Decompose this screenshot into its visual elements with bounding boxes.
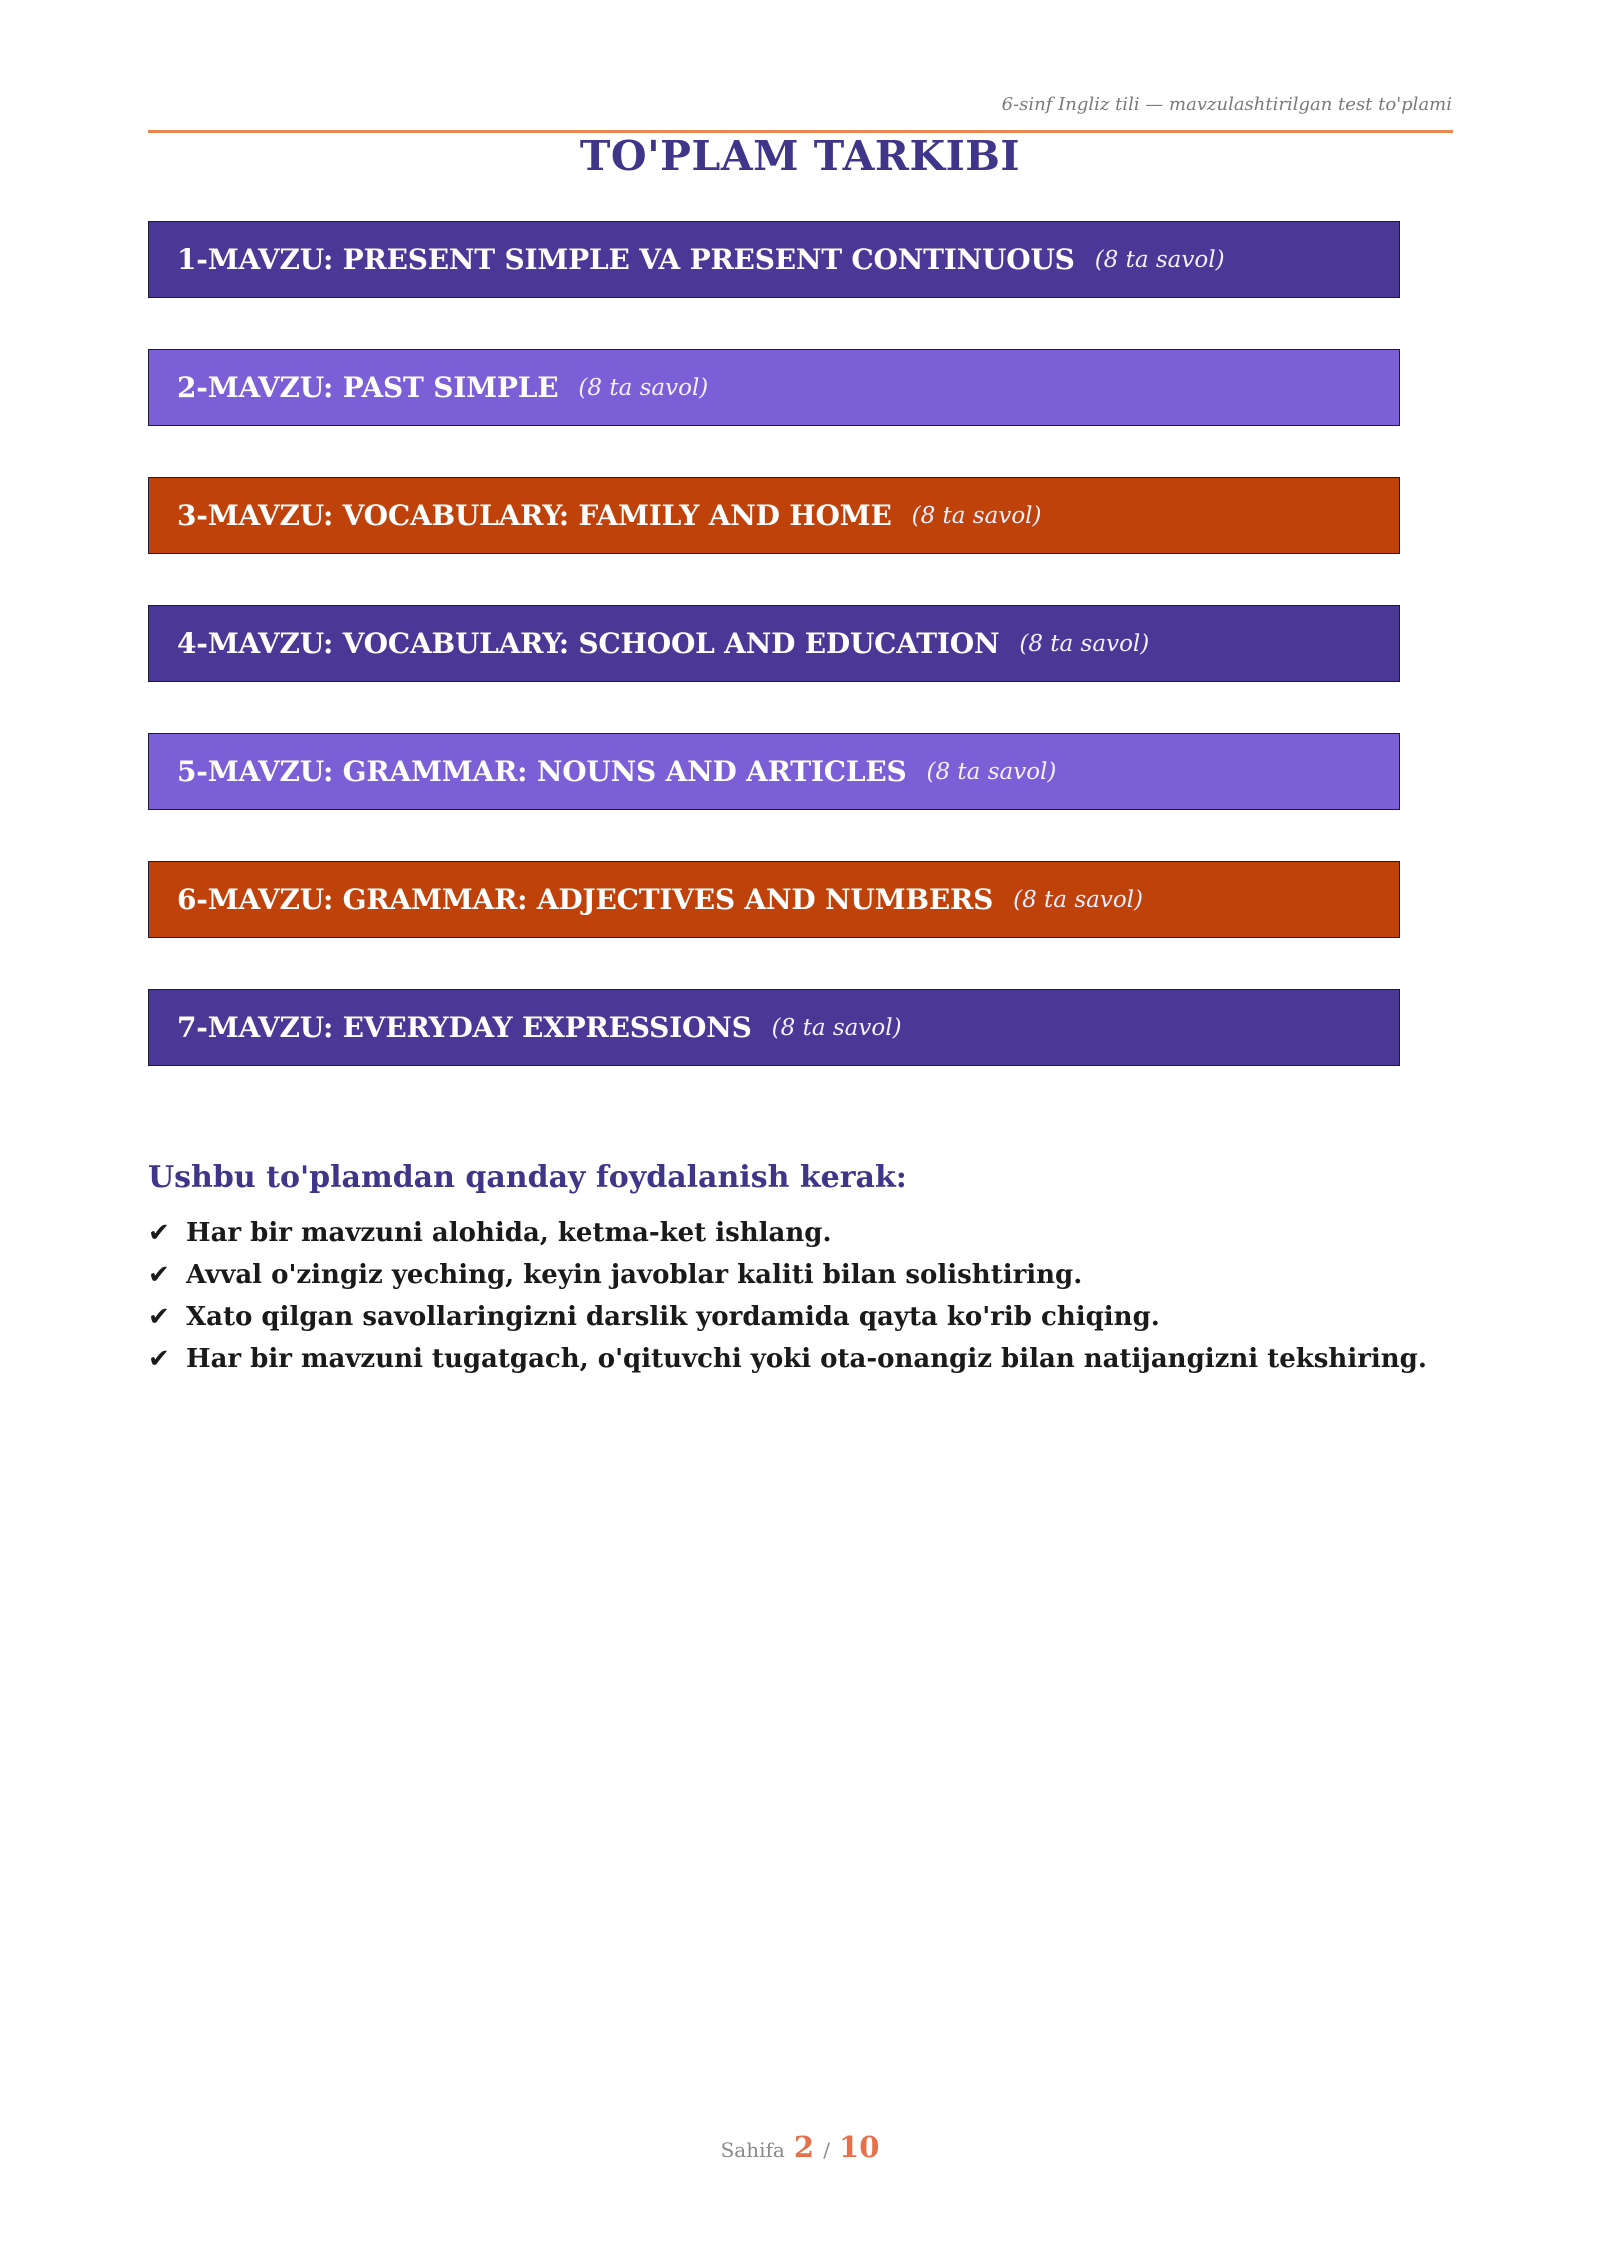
- question-count: (8 ta savol): [1013, 886, 1144, 913]
- topic-title: 6-MAVZU: GRAMMAR: ADJECTIVES AND NUMBERS: [177, 883, 994, 916]
- list-item: [148, 1212, 1427, 1254]
- list-item-text: Har bir mavzuni alohida, ketma-ket ishlang.: [186, 1218, 832, 1248]
- list-item-text: Avval o'zingiz yeching, keyin javoblar kaliti bilan solishtiring.: [186, 1260, 1083, 1290]
- list-item: [148, 1296, 1427, 1338]
- current-page-number: 2: [793, 2130, 815, 2164]
- topic-title: 3-MAVZU: VOCABULARY: FAMILY AND HOME: [177, 499, 892, 532]
- topic-item-7[interactable]: [148, 989, 1400, 1066]
- question-count: (8 ta savol): [1094, 246, 1225, 273]
- question-count: (8 ta savol): [578, 374, 709, 401]
- topic-title: 2-MAVZU: PAST SIMPLE: [177, 371, 559, 404]
- topic-item-5[interactable]: [148, 733, 1400, 810]
- topic-title: 5-MAVZU: GRAMMAR: NOUNS AND ARTICLES: [177, 755, 907, 788]
- question-count: (8 ta savol): [1019, 630, 1150, 657]
- check-icon: ✔: [148, 1302, 170, 1332]
- topic-title: 4-MAVZU: VOCABULARY: SCHOOL AND EDUCATION: [177, 627, 1000, 660]
- page-title: TO'PLAM TARKIBI: [579, 132, 1021, 180]
- usage-heading: Ushbu to'plamdan qanday foydalanish kerak:: [148, 1160, 907, 1195]
- total-page-number: 10: [839, 2130, 880, 2164]
- page-separator: /: [823, 2138, 830, 2162]
- usage-list: [148, 1212, 1427, 1380]
- question-count: (8 ta savol): [926, 758, 1057, 785]
- topic-title: 7-MAVZU: EVERYDAY EXPRESSIONS: [177, 1011, 752, 1044]
- topic-item-6[interactable]: [148, 861, 1400, 938]
- check-icon: ✔: [148, 1218, 170, 1248]
- topic-title: 1-MAVZU: PRESENT SIMPLE VA PRESENT CONTINUOUS: [177, 243, 1075, 276]
- list-item: [148, 1254, 1427, 1296]
- list-item-text: Xato qilgan savollaringizni darslik yordamida qayta ko'rib chiqing.: [186, 1302, 1160, 1332]
- topic-list: [148, 221, 1400, 1117]
- page-label: Sahifa: [720, 2138, 785, 2162]
- topic-item-1[interactable]: [148, 221, 1400, 298]
- topic-item-3[interactable]: [148, 477, 1400, 554]
- running-header: 6-sinf Ingliz tili — mavzulashtirilgan test to'plami: [1001, 94, 1452, 115]
- question-count: (8 ta savol): [911, 502, 1042, 529]
- list-item-text: Har bir mavzuni tugatgach, o'qituvchi yoki ota-onangiz bilan natijangizni tekshiring.: [186, 1344, 1427, 1374]
- question-count: (8 ta savol): [771, 1014, 902, 1041]
- check-icon: ✔: [148, 1344, 170, 1374]
- check-icon: ✔: [148, 1260, 170, 1290]
- list-item: [148, 1338, 1427, 1380]
- page-footer: [0, 2130, 1600, 2164]
- topic-item-4[interactable]: [148, 605, 1400, 682]
- topic-item-2[interactable]: [148, 349, 1400, 426]
